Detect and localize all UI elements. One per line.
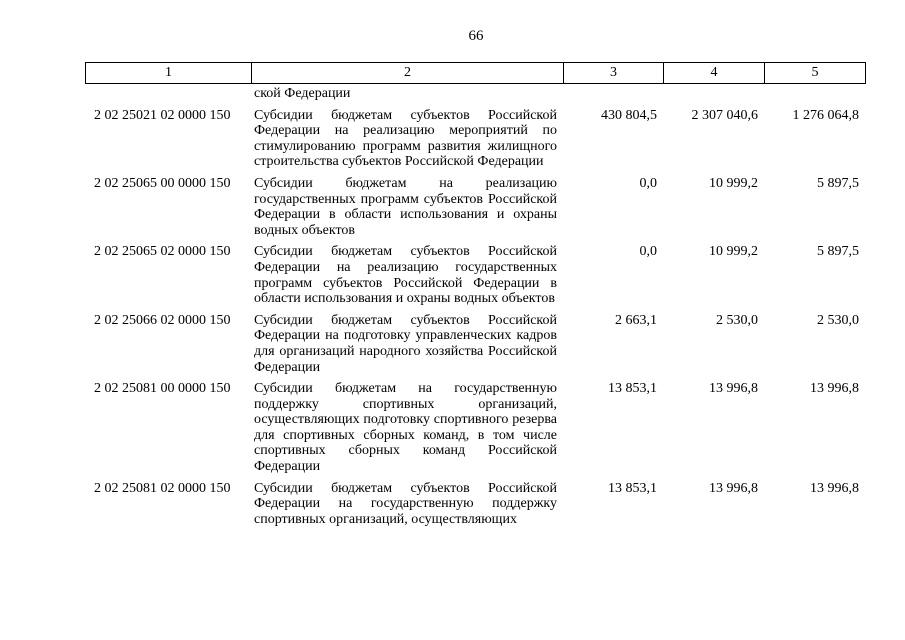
- continuation-text: ской Федерации: [254, 86, 351, 101]
- row-value-5: 13 996,8: [810, 480, 859, 496]
- table-row: [85, 375, 865, 475]
- row-value-3: 430 804,5: [601, 107, 657, 123]
- table-row: [85, 238, 865, 306]
- table-row: [85, 307, 865, 375]
- row-value-4: 10 999,2: [709, 244, 758, 260]
- row-code: 2 02 25021 02 0000 150: [94, 107, 231, 123]
- row-value-3: 13 853,1: [608, 381, 657, 397]
- row-value-4: 10 999,2: [709, 175, 758, 191]
- column-header-row: [86, 63, 866, 84]
- row-code: 2 02 25081 02 0000 150: [94, 480, 231, 496]
- row-code: 2 02 25081 00 0000 150: [94, 381, 231, 397]
- row-name: Субсидии бюджетам субъектов Российской Федерации на подготовку управленческих кадров для организаций народного хозяйства Российской Федерации: [254, 312, 557, 375]
- column-header-2: 2: [252, 63, 564, 84]
- page-number: 66: [468, 28, 484, 44]
- row-value-4: 2 307 040,6: [691, 107, 758, 123]
- budget-table: [85, 84, 865, 527]
- column-header-1: 1: [86, 63, 252, 84]
- column-header-5: 5: [765, 63, 866, 84]
- row-value-5: 1 276 064,8: [792, 107, 859, 123]
- row-value-4: 2 530,0: [716, 312, 758, 328]
- row-name: Субсидии бюджетам субъектов Российской Федерации на реализацию государственных программ субъектов Российской Федерации в области использования и охраны водных объектов: [254, 244, 557, 307]
- row-value-4: 13 996,8: [709, 381, 758, 397]
- row-value-5: 5 897,5: [817, 175, 859, 191]
- row-name: Субсидии бюджетам субъектов Российской Федерации на государственную поддержку спортивных организаций, осуществляющих: [254, 480, 557, 527]
- table-row: [85, 102, 865, 170]
- continuation-row: [85, 84, 865, 102]
- row-value-3: 13 853,1: [608, 480, 657, 496]
- row-value-5: 5 897,5: [817, 244, 859, 260]
- table-row: [85, 475, 865, 528]
- column-header-4: 4: [664, 63, 765, 84]
- row-code: 2 02 25065 02 0000 150: [94, 244, 231, 260]
- row-value-3: 2 663,1: [615, 312, 657, 328]
- row-value-4: 13 996,8: [709, 480, 758, 496]
- row-value-3: 0,0: [639, 244, 657, 260]
- row-name: Субсидии бюджетам на реализацию государственных программ субъектов Российской Федерации в области использования и охраны водных объектов: [254, 175, 557, 238]
- row-name: Субсидии бюджетам субъектов Российской Федерации на реализацию мероприятий по стимулированию программ развития жилищного строительства субъектов Российской Федерации: [254, 107, 557, 170]
- row-value-5: 2 530,0: [817, 312, 859, 328]
- row-value-5: 13 996,8: [810, 381, 859, 397]
- table-header: [85, 62, 866, 84]
- row-code: 2 02 25065 00 0000 150: [94, 175, 231, 191]
- row-code: 2 02 25066 02 0000 150: [94, 312, 231, 328]
- row-name: Субсидии бюджетам на государственную поддержку спортивных организаций, осуществляющих подготовку спортивного резерва для спортивных сборных команд, в том числе спортивных сборных команд Российской Федерации: [254, 381, 557, 475]
- row-value-3: 0,0: [639, 175, 657, 191]
- column-header-3: 3: [564, 63, 664, 84]
- table-row: [85, 170, 865, 238]
